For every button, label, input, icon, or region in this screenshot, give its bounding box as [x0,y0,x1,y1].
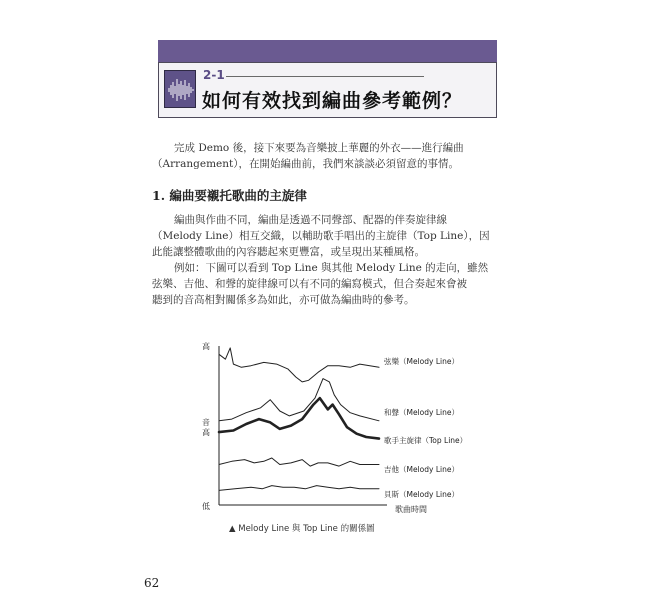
intro-paragraph [152,140,496,172]
para2-line-3: 聽到的音高相對關係多為如此，亦可做為編曲時的參考。 [152,294,415,306]
y-axis-label: 音高 [202,418,210,437]
page-number: 62 [144,576,160,590]
series-line-0 [219,348,379,382]
series-line-2 [219,398,379,439]
figure-caption: ▲ Melody Line 與 Top Line 的關係圖 [229,524,375,534]
para2-line-1: 例如：下圖可以看到 Top Line 與其他 Melody Line 的走向，雖然 [174,262,489,274]
header-band [158,40,497,62]
section-number: 2-1 [203,68,225,82]
series-label-4: 貝斯（Melody Line） [384,490,459,499]
intro-line-2: （Arrangement），在開始編曲前，我們來談談必須留意的事情。 [152,158,459,170]
x-axis-label: 歌曲時間 [395,505,427,514]
series-label-1: 和聲（Melody Line） [384,408,459,417]
section-heading: 1. 編曲要襯托歌曲的主旋律 [152,188,307,203]
series-line-4 [219,486,379,491]
melody-line-chart [192,332,492,522]
series-line-3 [219,458,379,466]
para1-line-1: 編曲與作曲不同，編曲是透過不同聲部、配器的伴奏旋律線 [174,214,447,226]
para1-line-3: 此能讓整體歌曲的內容聽起來更豐富，或呈現出某種風格。 [152,246,425,258]
para1-line-2: （Melody Line）相互交織，以輔助歌手唱出的主旋律（Top Line），因 [152,230,490,242]
series-label-2: 歌手主旋律（Top Line） [384,436,468,445]
y-axis-low-label: 低 [202,502,210,511]
intro-line-1: 完成 Demo 後，接下來要為音樂披上華麗的外衣——進行編曲 [174,142,464,154]
body-paragraph-2 [152,260,496,308]
body-paragraph-1 [152,212,496,260]
sound-wave-icon [164,70,196,108]
section-rule [226,76,424,77]
page-title: 如何有效找到編曲參考範例？ [202,90,463,112]
para2-line-2: 弦樂、吉他、和聲的旋律線可以有不同的編寫模式，但合奏起來會被 [152,278,467,290]
y-axis-high-label: 高 [202,342,210,351]
series-line-1 [219,379,379,421]
series-label-3: 吉他（Melody Line） [384,465,459,474]
series-label-0: 弦樂（Melody Line） [384,357,459,366]
